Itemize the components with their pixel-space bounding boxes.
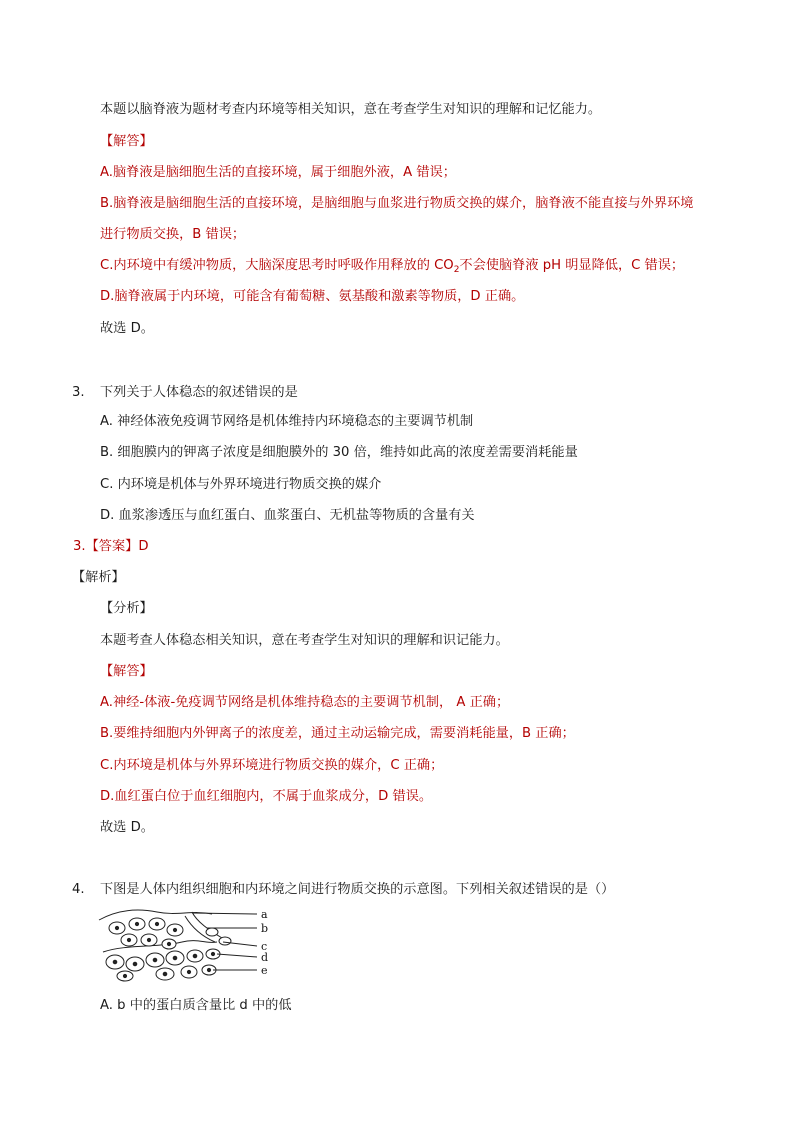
q2-solution-c bbox=[100, 257, 684, 279]
q3-solution-d: D.血红蛋白位于血红细胞内，不属于血浆成分，D 错误。 bbox=[100, 789, 433, 804]
q2-solution-d: D.脑脊液属于内环境，可能含有葡萄糖、氨基酸和激素等物质，D 正确。 bbox=[100, 289, 525, 304]
q4-option-a: A. b 中的蛋白质含量比 d 中的低 bbox=[100, 998, 292, 1013]
q3-number: 3. bbox=[72, 385, 85, 400]
diagram-label-a: a bbox=[261, 908, 268, 921]
leader-line-a bbox=[192, 913, 257, 914]
q2-solution-c-subscript: 2 bbox=[453, 265, 460, 275]
q3-solution-b: B.要维持细胞内外钾离子的浓度差，通过主动运输完成，需要消耗能量，B 正确； bbox=[100, 726, 575, 741]
q3-solution-c: C.内环境是机体与外界环境进行物质交换的媒介，C 正确； bbox=[100, 758, 444, 773]
q3-option-b: B. 细胞膜内的钾离子浓度是细胞膜外的 30 倍，维持如此高的浓度差需要消耗能量 bbox=[100, 445, 578, 460]
q3-solution-a: A.神经-体液-免疫调节网络是机体维持稳态的主要调节机制， A 正确； bbox=[100, 695, 510, 710]
q2-solution-c-pre: C.内环境中有缓冲物质，大脑深度思考时呼吸作用释放的 CO bbox=[100, 258, 454, 273]
q3-stem: 下列关于人体稳态的叙述错误的是 bbox=[100, 385, 298, 400]
q3-option-a: A. 神经体液免疫调节网络是机体维持内环境稳态的主要调节机制 bbox=[100, 414, 474, 429]
q2-solution-c-post: 不会使脑脊液 pH 明显降低，C 错误； bbox=[459, 258, 685, 273]
diagram-label-e: e bbox=[261, 964, 268, 977]
q3-analysis-header: 【解析】 bbox=[72, 570, 125, 585]
q2-solution-b-line2: 进行物质交换，B 错误； bbox=[100, 227, 246, 242]
diagram-label-d: d bbox=[261, 951, 269, 964]
q3-answer-header: 【解答】 bbox=[100, 664, 153, 679]
q4-stem: 下图是人体内组织细胞和内环境之间进行物质交换的示意图。下列相关叙述错误的是（） bbox=[100, 882, 615, 897]
leader-line-d bbox=[217, 954, 257, 957]
q3-option-c: C. 内环境是机体与外界环境进行物质交换的媒介 bbox=[100, 477, 382, 492]
q2-choice: 故选 D。 bbox=[100, 321, 154, 336]
diagram-label-c: c bbox=[261, 940, 268, 953]
q2-answer-header: 【解答】 bbox=[100, 134, 153, 149]
diagram-label-b: b bbox=[261, 922, 269, 935]
q3-option-d: D. 血浆渗透压与血红蛋白、血浆蛋白、无机盐等物质的含量有关 bbox=[100, 508, 475, 523]
q3-choice: 故选 D。 bbox=[100, 820, 154, 835]
q4-number: 4. bbox=[72, 882, 85, 897]
q3-analysis-subheader: 【分析】 bbox=[100, 601, 153, 616]
q2-solution-b-line1: B.脑脊液是脑细胞生活的直接环境，是脑细胞与血浆进行物质交换的媒介，脑脊液不能直接与外界环境 bbox=[100, 196, 694, 211]
vessel-boundary-middle bbox=[103, 941, 217, 952]
q3-summary: 本题考查人体稳态相关知识，意在考查学生对知识的理解和识记能力。 bbox=[100, 633, 509, 648]
tissue-exchange-diagram bbox=[97, 908, 277, 983]
q2-summary: 本题以脑脊液为题材考查内环境等相关知识，意在考查学生对知识的理解和记忆能力。 bbox=[100, 102, 602, 117]
q2-solution-a: A.脑脊液是脑细胞生活的直接环境，属于细胞外液，A 错误； bbox=[100, 165, 456, 180]
q3-answer: 3.【答案】D bbox=[73, 539, 149, 554]
